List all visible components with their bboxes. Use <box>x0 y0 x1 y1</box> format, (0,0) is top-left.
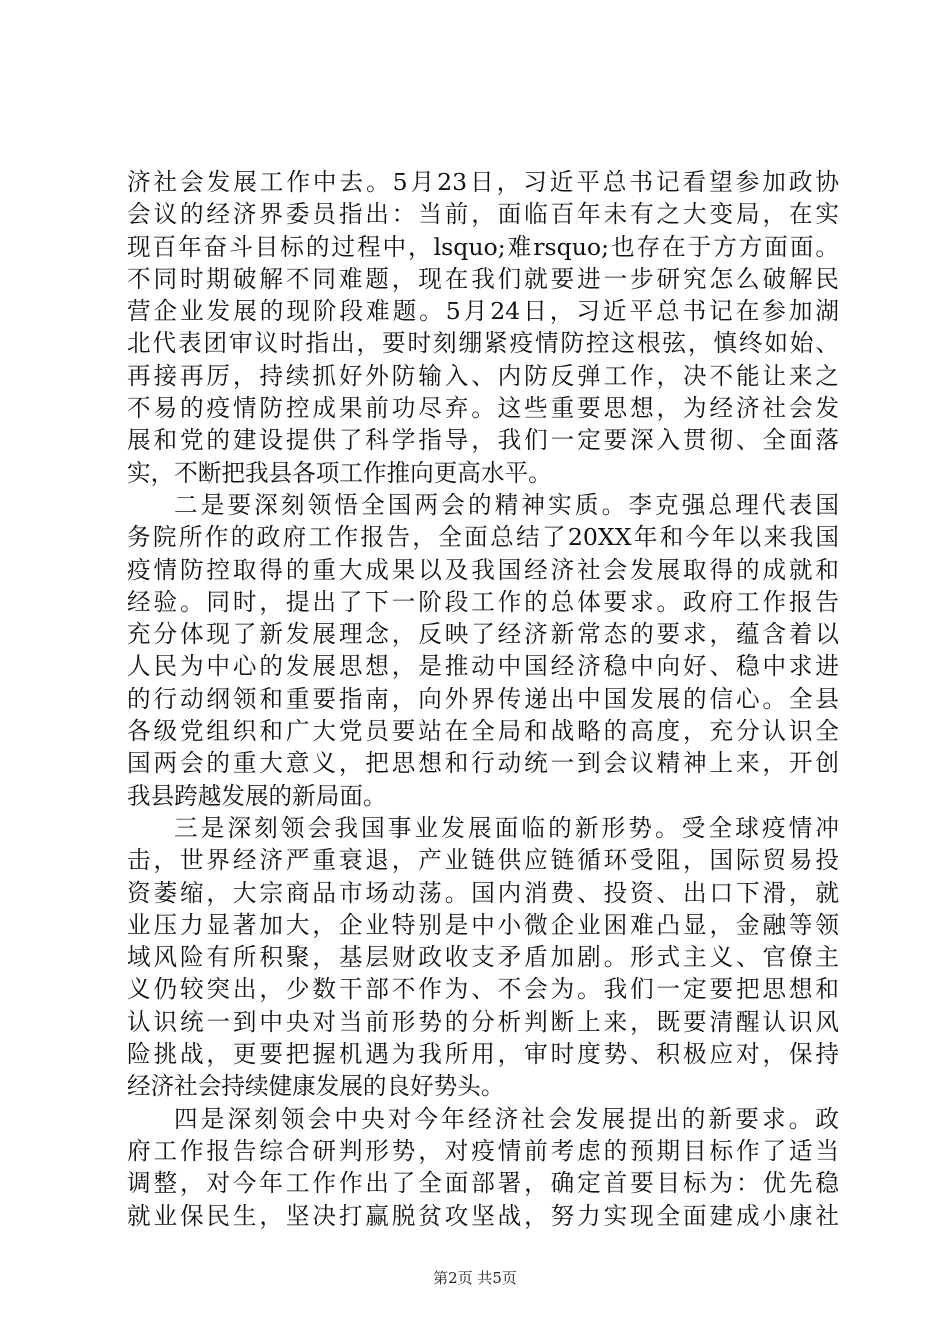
text-line: 再接再厉，持续抓好外防输入、内防反弹工作，决不能让来之 <box>127 361 839 390</box>
text-line: 资萎缩，大宗商品市场动荡。国内消费、投资、出口下滑，就 <box>127 878 839 907</box>
text-line: 各级党组织和广大党员要站在全局和战略的高度，充分认识全 <box>127 717 839 746</box>
text-line: 击，世界经济严重衰退，产业链供应链循环受阻，国际贸易投 <box>127 846 839 875</box>
text-line: 疫情防控取得的重大成果以及我国经济社会发展取得的成就和 <box>127 555 839 584</box>
text-line: 充分体现了新发展理念，反映了经济新常态的要求，蕴含着以 <box>127 620 839 649</box>
text-line: 业压力显著加大，企业特别是中小微企业困难凸显，金融等领 <box>127 910 839 939</box>
document-body <box>127 166 839 1232</box>
text-line: 务院所作的政府工作报告，全面总结了20XX年和今年以来我国 <box>127 523 839 552</box>
text-line: 现百年奋斗目标的过程中，lsquo;难rsquo;也存在于方方面面。 <box>127 232 839 261</box>
paragraph-start-line: 四是深刻领会中央对今年经济社会发展提出的新要求。政 <box>174 1104 839 1133</box>
text-line: 不易的疫情防控成果前功尽弃。这些重要思想，为经济社会发 <box>127 394 839 423</box>
text-line: 义仍较突出，少数干部不作为、不会为。我们一定要把思想和 <box>127 975 839 1004</box>
text-line: 域风险有所积聚，基层财政收支矛盾加剧。形式主义、官僚主 <box>127 943 839 972</box>
text-line: 营企业发展的现阶段难题。5月24日，习近平总书记在参加湖 <box>127 297 839 326</box>
text-line: 展和党的建设提供了科学指导，我们一定要深入贯彻、全面落 <box>127 426 839 455</box>
text-line: 北代表团审议时指出，要时刻绷紧疫情防控这根弦，慎终如始、 <box>127 329 839 358</box>
text-line: 人民为中心的发展思想，是推动中国经济稳中向好、稳中求进 <box>127 652 839 681</box>
text-line: 调整，对今年工作作出了全面部署，确定首要目标为：优先稳 <box>127 1169 839 1198</box>
page-number-footer: 第2页 共5页 <box>433 1269 517 1287</box>
paragraph-end-line: 我县跨越发展的新局面。 <box>127 781 387 810</box>
text-line: 险挑战，更要把握机遇为我所用，审时度势、积极应对，保持 <box>127 1040 839 1069</box>
text-line: 济社会发展工作中去。5月23日，习近平总书记看望参加政协 <box>127 168 839 196</box>
paragraph-start-line: 二是要深刻领悟全国两会的精神实质。李克强总理代表国 <box>174 490 839 519</box>
text-line: 府工作报告综合研判形势，对疫情前考虑的预期目标作了适当 <box>127 1136 839 1165</box>
text-line: 的行动纲领和重要指南，向外界传递出中国发展的信心。全县 <box>127 684 839 713</box>
paragraph-end-line: 实，不断把我县各项工作推向更高水平。 <box>127 458 552 487</box>
text-line: 会议的经济界委员指出：当前，面临百年未有之大变局，在实 <box>127 200 839 229</box>
text-line: 国两会的重大意义，把思想和行动统一到会议精神上来，开创 <box>127 749 839 778</box>
text-line: 就业保民生，坚决打赢脱贫攻坚战，努力实现全面建成小康社 <box>127 1201 839 1230</box>
text-line: 经验。同时，提出了下一阶段工作的总体要求。政府工作报告 <box>127 587 839 616</box>
text-line: 不同时期破解不同难题，现在我们就要进一步研究怎么破解民 <box>127 264 839 293</box>
paragraph-end-line: 经济社会持续健康发展的良好势头。 <box>127 1072 505 1101</box>
paragraph-start-line: 三是深刻领会我国事业发展面临的新形势。受全球疫情冲 <box>174 813 839 842</box>
text-line: 认识统一到中央对当前形势的分析判断上来，既要清醒认识风 <box>127 1007 839 1036</box>
